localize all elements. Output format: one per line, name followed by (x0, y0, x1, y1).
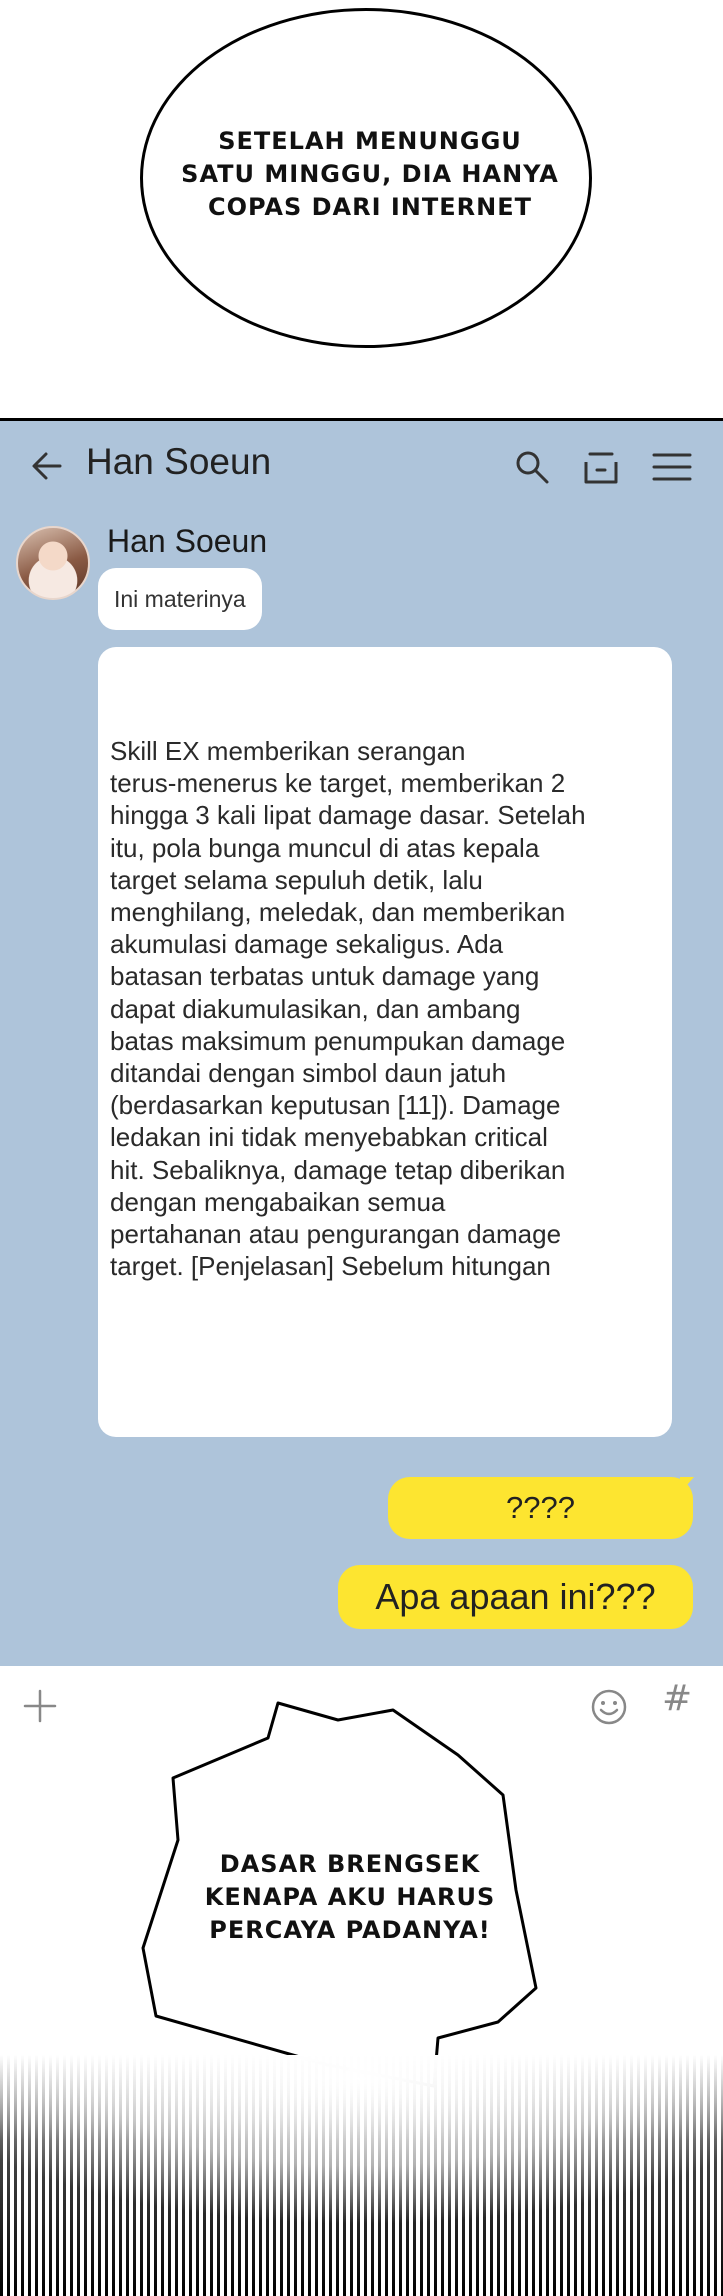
message-line: batas maksimum penumpukan damage (110, 1025, 566, 1056)
bottom-speech-text (175, 1848, 525, 1947)
hashtag-icon[interactable]: # (662, 1678, 693, 1719)
message-line: dapat diakumulasikan, dan ambang (110, 993, 521, 1024)
message-line: Skill EX memberikan serangan (110, 736, 466, 766)
bottom-speech-line: PERCAYA PADANYA! (209, 1916, 491, 1944)
avatar[interactable] (16, 526, 90, 600)
top-speech-line: SETELAH MENUNGGU (218, 127, 522, 155)
incoming-message-long (98, 647, 672, 1437)
message-line: akumulasi damage sekaligus. Ada (110, 929, 504, 960)
outgoing-message: ???? (388, 1477, 693, 1539)
message-line: ledakan ini tidak menyebabkan critical (110, 1122, 548, 1153)
menu-icon[interactable] (652, 451, 692, 483)
message-line: ditandai dengan simbol daun jatuh (110, 1058, 507, 1089)
message-line: target. [Penjelasan] Sebelum hitungan (110, 1251, 551, 1282)
chat-title: Han Soeun (86, 441, 272, 482)
message-line: dengan mengabaikan semua (110, 1186, 446, 1217)
incoming-message: Ini materinya (98, 568, 262, 630)
drawer-icon[interactable] (582, 449, 620, 487)
top-speech-line: SATU MINGGU, DIA HANYA (181, 160, 559, 188)
message-line: itu, pola bunga muncul di atas kepala (110, 832, 540, 863)
message-text (110, 735, 672, 1282)
message-line: menghilang, meledak, dan memberikan (110, 897, 566, 928)
outgoing-message: Apa apaan ini??? (338, 1565, 693, 1629)
search-icon[interactable] (514, 449, 550, 485)
message-line: batasan terbatas untuk damage yang (110, 961, 540, 992)
plus-icon[interactable] (22, 1688, 58, 1724)
back-arrow-icon[interactable] (30, 449, 64, 483)
message-line: terus-menerus ke target, memberikan 2 (110, 768, 566, 799)
sender-name: Han Soeun (107, 523, 268, 559)
chat-header (0, 421, 723, 511)
top-speech-text (170, 125, 570, 224)
bottom-speech-line: KENAPA AKU HARUS (204, 1883, 496, 1911)
speed-lines (0, 2055, 723, 2296)
message-line: (berdasarkan keputusan [11]). Damage (110, 1090, 561, 1121)
bottom-speech-line: DASAR BRENGSEK (219, 1850, 481, 1878)
message-line: hit. Sebaliknya, damage tetap diberikan (110, 1154, 566, 1185)
message-line: hingga 3 kali lipat damage dasar. Setelah (110, 800, 586, 831)
message-line: target selama sepuluh detik, lalu (110, 864, 483, 895)
message-line: pertahanan atau pengurangan damage (110, 1219, 562, 1250)
chat-window (0, 418, 723, 1745)
top-speech-line: COPAS DARI INTERNET (208, 193, 532, 221)
